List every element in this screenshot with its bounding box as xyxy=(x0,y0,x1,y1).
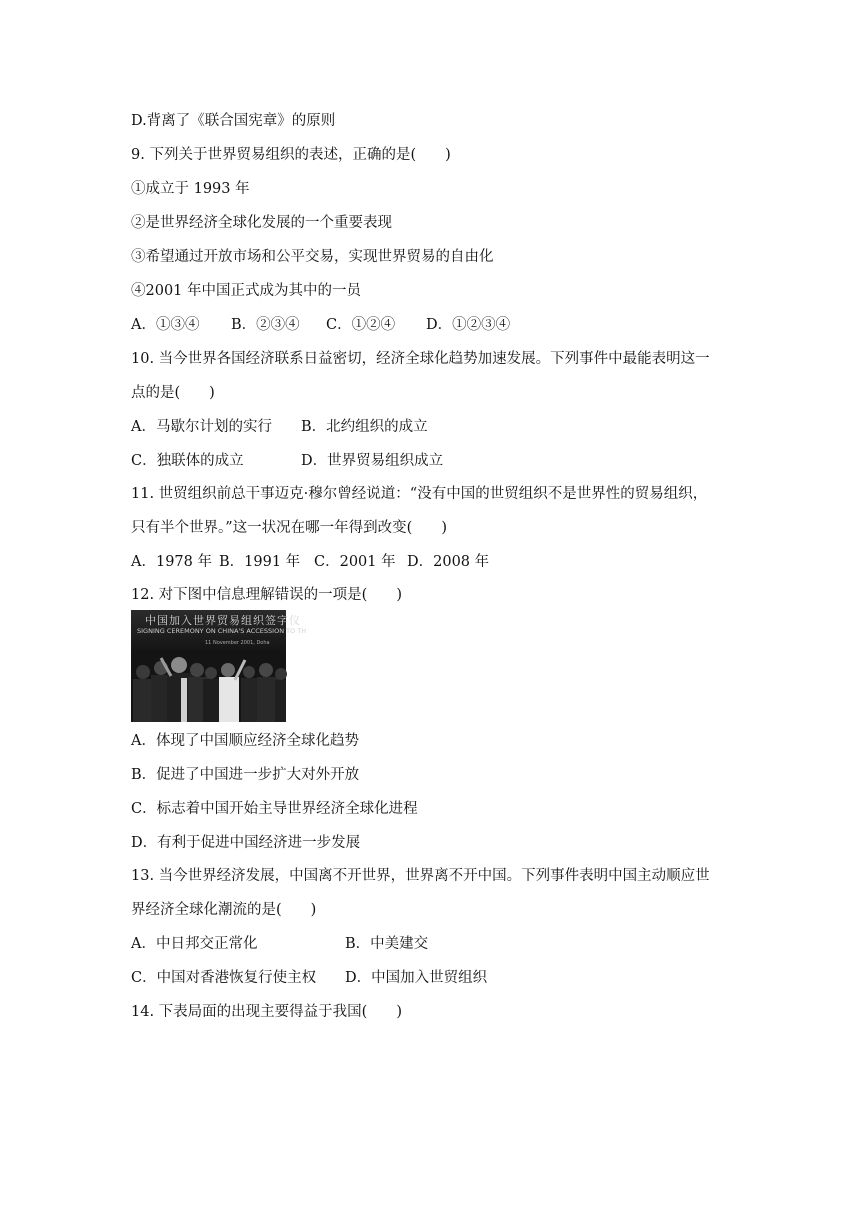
q10-option-b: B．北约组织的成立 xyxy=(301,419,428,435)
q12-stem: 12. 对下图中信息理解错误的一项是( ) xyxy=(131,587,402,603)
q9-option-c: C．①②④ xyxy=(326,317,396,333)
q11-stem-line1: 11. 世贸组织前总干事迈克·穆尔曾经说道：“没有中国的世贸组织不是世界性的贸易组织， xyxy=(131,486,708,502)
q9-option-a: A．①③④ xyxy=(131,317,200,333)
q14-stem: 14. 下表局面的出现主要得益于我国( ) xyxy=(131,1004,402,1020)
q10-options-row2 xyxy=(131,451,443,471)
photo-banner-english: SIGNING CEREMONY ON CHINA'S ACCESSION TO TH xyxy=(137,627,307,635)
q9-statement-1: ①成立于 1993 年 xyxy=(131,181,250,197)
photo-crowd-illustration xyxy=(131,610,286,722)
q9-option-d: D．①②③④ xyxy=(426,317,511,333)
photo-banner-chinese: 中国加入世界贸易组织签字仪 xyxy=(145,614,301,627)
q11-option-b: B．1991 年 xyxy=(219,554,301,570)
q9-statement-4: ④2001 年中国正式成为其中的一员 xyxy=(131,283,362,299)
q11-option-d: D．2008 年 xyxy=(407,554,490,570)
q11-option-a: A．1978 年 xyxy=(131,554,212,570)
q9-stem: 9. 下列关于世界贸易组织的表述，正确的是( ) xyxy=(131,147,451,163)
q11-stem-line2: 只有半个世界。”这一状况在哪一年得到改变( ) xyxy=(131,520,447,536)
q10-stem-line2: 点的是( ) xyxy=(131,385,215,401)
q13-option-c: C．中国对香港恢复行使主权 xyxy=(131,970,317,986)
wto-signing-ceremony-photo xyxy=(131,610,307,722)
q10-option-a: A．马歇尔计划的实行 xyxy=(131,419,272,435)
q10-option-c: C．独联体的成立 xyxy=(131,453,244,469)
q13-option-d: D．中国加入世贸组织 xyxy=(345,970,488,986)
q13-option-b: B．中美建交 xyxy=(345,936,429,952)
q11-options xyxy=(131,552,489,572)
q9-option-b: B．②③④ xyxy=(231,317,300,333)
q10-stem-line1: 10. 当今世界各国经济联系日益密切，经济全球化趋势加速发展。下列事件中最能表明这一 xyxy=(131,351,710,367)
q12-option-d: D．有利于促进中国经济进一步发展 xyxy=(131,835,361,851)
q9-options xyxy=(131,315,510,335)
q9-statement-2: ②是世界经济全球化发展的一个重要表现 xyxy=(131,215,392,231)
photo-banner-date: 11 November 2001, Doha xyxy=(205,640,270,646)
q8-option-d: D.背离了《联合国宪章》的原则 xyxy=(131,113,336,129)
q13-options-row1 xyxy=(131,934,428,954)
q9-statement-3: ③希望通过开放市场和公平交易，实现世界贸易的自由化 xyxy=(131,249,494,265)
q12-option-c: C．标志着中国开始主导世界经济全球化进程 xyxy=(131,801,418,817)
q10-options-row1 xyxy=(131,417,428,437)
q13-options-row2 xyxy=(131,968,487,988)
q13-option-a: A．中日邦交正常化 xyxy=(131,936,258,952)
q13-stem-line1: 13. 当今世界经济发展，中国离不开世界，世界离不开中国。下列事件表明中国主动顺应世 xyxy=(131,868,710,884)
q12-option-b: B．促进了中国进一步扩大对外开放 xyxy=(131,767,360,783)
q10-option-d: D．世界贸易组织成立 xyxy=(301,453,444,469)
q11-option-c: C．2001 年 xyxy=(314,554,396,570)
q13-stem-line2: 界经济全球化潮流的是( ) xyxy=(131,902,317,918)
q12-option-a: A．体现了中国顺应经济全球化趋势 xyxy=(131,733,359,749)
